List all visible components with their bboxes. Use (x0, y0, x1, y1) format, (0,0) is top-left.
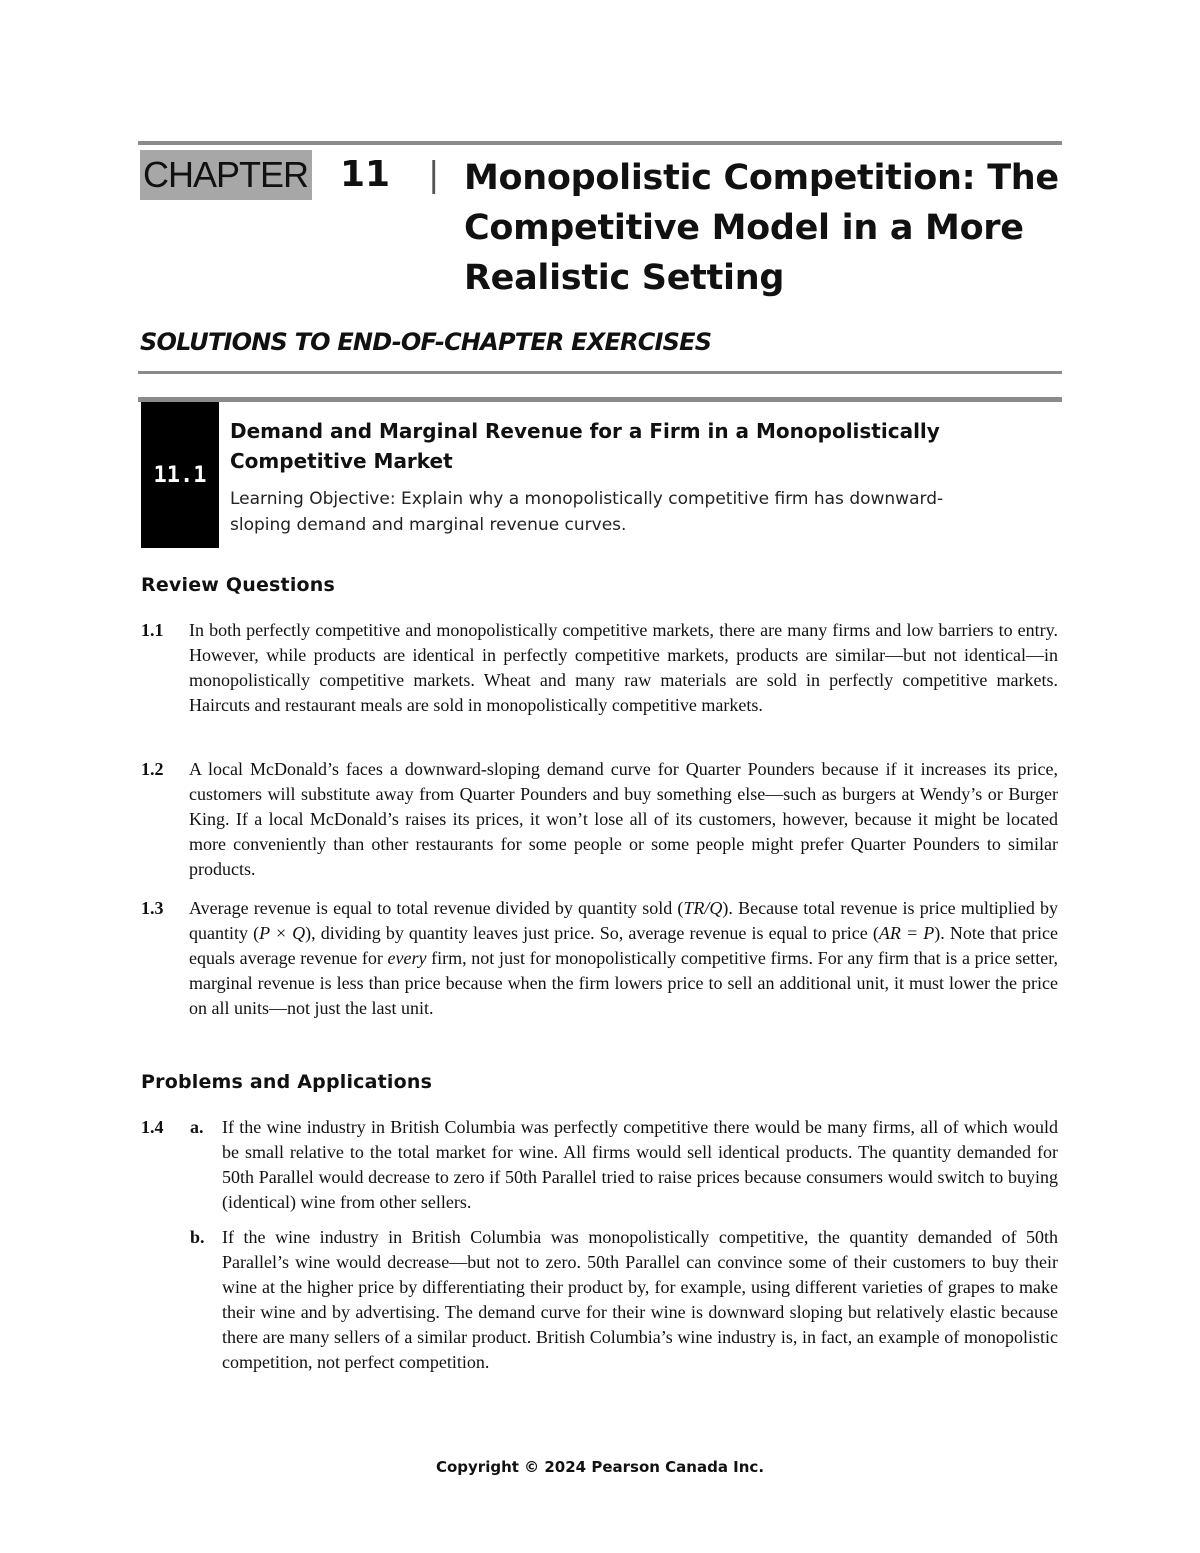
problem-part-answer: If the wine industry in British Columbia was perfectly competitive there would be many firms, all of which would be small relative to the total market for wine. All firms would sell identical products. The quantity demanded for 50th Parallel would decrease to zero if 50th Parallel tried to raise prices because consumers would switch to buying (identical) wine from other sellers. (222, 1117, 1058, 1212)
chapter-label: CHAPTER (140, 150, 312, 200)
text-run: Average revenue is equal to total revenue divided by quantity sold ( (189, 898, 684, 918)
question-number: 1.3 (141, 898, 164, 918)
question-answer (189, 896, 1058, 1021)
text-run: ). Because total revenue is price multiplied by quantity ( (189, 898, 1059, 943)
learning-objective-title-line: Demand and Marginal Revenue for a Firm in a Monopolistically (230, 419, 940, 443)
text-run: ). Note that price equals average revenue for (189, 923, 1058, 968)
learning-objective-title (230, 416, 1030, 476)
problems-heading: Problems and Applications (141, 1071, 433, 1093)
formula: P × Q (259, 923, 306, 943)
question-number: 1.1 (141, 620, 164, 640)
learning-objective-text-line: Learning Objective: Explain why a monopolistically competitive firm has downward- (230, 489, 944, 509)
problem-part-letter: b. (190, 1227, 205, 1247)
formula: TR/Q (683, 898, 723, 918)
chapter-title (464, 153, 1084, 303)
learning-objective-text (230, 486, 1050, 538)
text-run: firm, not just for monopolistically competitive firms. For any firm that is a price setter, marginal revenue is less than price because when the firm lowers price to sell an additional unit, it must lower the price on all units—not just the last unit. (189, 948, 1058, 1018)
chapter-number: 11 (340, 154, 391, 195)
text-run: ), dividing by quantity leaves just price. So, average revenue is equal to price ( (305, 923, 879, 943)
problem-part-letter: a. (190, 1117, 204, 1137)
chapter-title-line: Monopolistic Competition: The (464, 158, 1059, 198)
formula: AR = P (878, 923, 935, 943)
learning-objective-number: 11.1 (141, 402, 219, 548)
copyright-footer: Copyright © 2024 Pearson Canada Inc. (435, 1458, 765, 1476)
question-number: 1.2 (141, 759, 164, 779)
emphasis: every (387, 948, 427, 968)
solutions-heading: SOLUTIONS TO END-OF-CHAPTER EXERCISES (140, 328, 712, 356)
chapter-title-line: Competitive Model in a More (464, 208, 1024, 248)
chapter-title-line: Realistic Setting (464, 258, 785, 298)
top-rule (138, 141, 1062, 145)
question-answer: A local McDonald’s faces a downward-sloping demand curve for Quarter Pounders because if it increases its price, customers will substitute away from Quarter Pounders and buy something else—such as burgers at Wendy’s or Burger King. If a local McDonald’s raises its prices, it won’t lose all of its customers, however, because it might be located more conveniently than other restaurants for some people or some people might prefer Quarter Pounders to similar products. (189, 759, 1058, 879)
review-questions-heading: Review Questions (141, 574, 336, 596)
solutions-rule (138, 371, 1062, 374)
chapter-separator: | (428, 155, 440, 195)
problem-part-answer: If the wine industry in British Columbia was monopolistically competitive, the quantity demanded of 50th Parallel’s wine would decrease—but not to zero. 50th Parallel can convince some of their customers to buy their wine at the higher price by differentiating their product by, for example, using different varieties of grapes to make their wine and by advertising. The demand curve for their wine is downward sloping but relatively elastic because there are many sellers of a similar product. British Columbia’s wine industry is, in fact, an example of monopolistic competition, not perfect competition. (222, 1227, 1058, 1372)
question-answer: In both perfectly competitive and monopolistically competitive markets, there are many firms and low barriers to entry. However, while products are identical in perfectly competitive markets, products are similar—but not identical—in monopolistically competitive markets. Wheat and many raw materials are sold in perfectly competitive markets. Haircuts and restaurant meals are sold in monopolistically competitive markets. (189, 620, 1058, 715)
learning-objective-text-line: sloping demand and marginal revenue curves. (230, 515, 627, 535)
problem-number: 1.4 (141, 1117, 164, 1137)
objective-rule (138, 397, 1062, 402)
learning-objective-title-line: Competitive Market (230, 449, 453, 473)
